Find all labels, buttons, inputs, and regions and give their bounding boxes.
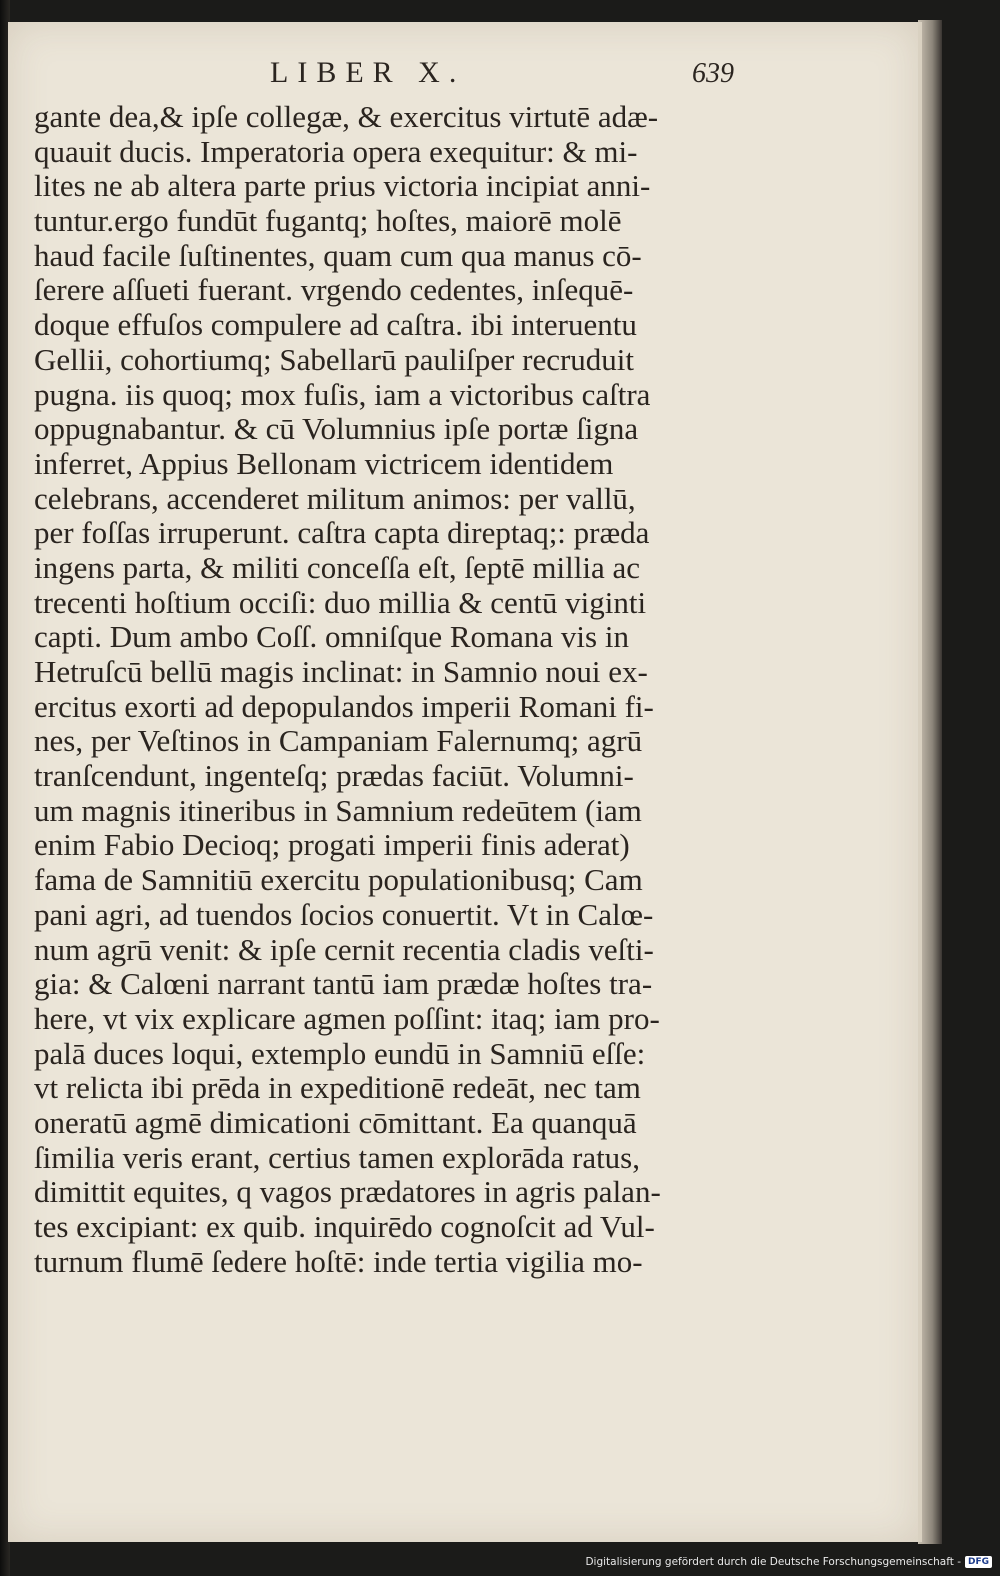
text-line: pani agri, ad tuendos ſocios conuertit. Vt in Calœ- <box>34 896 654 932</box>
dfg-logo: DFG <box>965 1556 992 1568</box>
book-page <box>8 22 922 1542</box>
text-line: um magnis itineribus in Samnium redeūtem (iam <box>34 792 642 828</box>
text-line: trecenti hoſtium occiſi: duo millia & centū viginti <box>34 584 647 620</box>
text-line: gia: & Calœni narrant tantū iam prædæ hoſtes tra- <box>34 966 653 1002</box>
text-line: ercitus exorti ad depopulandos imperii Romani fi- <box>34 688 654 724</box>
text-line: tes excipiant: ex quib. inquirēdo cognoſcit ad Vul- <box>34 1209 655 1244</box>
text-line: pugna. iis quoq; mox fuſis, iam a victoribus caſtra <box>34 376 651 412</box>
text-line: tuntur.ergo fundūt fugantq; hoſtes, maiorē molē <box>34 203 622 239</box>
text-line: dimittit equites, q vagos prædatores in agris palan- <box>34 1174 661 1210</box>
running-head: LIBER X. <box>270 56 466 89</box>
text-line: haud facile ſuſtinentes, quam cum qua manus cō- <box>34 237 642 273</box>
text-line: num agrū venit: & ipſe cernit recentia cladis veſti- <box>34 931 654 967</box>
text-line: nes, per Veſtinos in Campaniam Falernumq; agrū <box>34 723 643 759</box>
text-line: Gellii, cohortiumq; Sabellarū pauliſper recruduit <box>34 341 635 377</box>
text-line: vt relicta ibi prēda in expeditionē redeāt, nec tam <box>34 1070 641 1106</box>
credit-text: Digitalisierung gefördert durch die Deutsche Forschungsgemeinschaft - <box>585 1556 961 1568</box>
page-number: 639 <box>692 58 734 89</box>
text-line: oneratū agmē dimicationi cōmittant. Ea quanquā <box>34 1104 637 1140</box>
text-line: enim Fabio Decioq; progati imperii finis aderat) <box>34 827 630 863</box>
text-line: here, vt vix explicare agmen poſſint: itaq; iam pro- <box>34 1000 660 1036</box>
text-line: fama de Samnitiū exercitu populationibusq; Cam <box>34 862 643 898</box>
text-line: ingens parta, & militi conceſſa eſt, ſeptē millia ac <box>34 549 641 585</box>
text-line: turnum flumē ſedere hoſtē: inde tertia vigilia mo- <box>34 1243 643 1279</box>
text-line: ſerere aſſueti fuerant. vrgendo cedentes, inſequē- <box>34 272 634 308</box>
text-line: Hetruſcū bellū magis inclinat: in Samnio noui ex- <box>34 654 648 689</box>
text-line: doque effuſos compulere ad caſtra. ibi interuentu <box>34 307 637 343</box>
text-line: celebrans, accenderet militum animos: per vallū, <box>34 480 636 516</box>
body-text <box>34 100 754 1279</box>
digitization-credit <box>585 1552 992 1572</box>
text-line: capti. Dum ambo Coſſ. omniſque Romana vis in <box>34 619 629 655</box>
text-line: ſimilia veris erant, certius tamen explorāda ratus, <box>34 1139 640 1175</box>
text-line: gante dea,& ipſe collegæ, & exercitus virtutē adæ- <box>34 99 659 134</box>
text-line: per foſſas irruperunt. caſtra capta direptaq;: præda <box>34 515 650 551</box>
text-line: lites ne ab altera parte prius victoria incipiat anni- <box>34 168 651 204</box>
text-line: inferret, Appius Bellonam victricem identidem <box>34 445 614 481</box>
text-line: oppugnabantur. & cū Volumnius ipſe portæ ſigna <box>34 411 639 447</box>
text-line: palā duces loqui, extemplo eundū in Samniū eſſe: <box>34 1035 646 1071</box>
text-line: tranſcendunt, ingenteſq; prædas faciūt. Volumni- <box>34 758 634 794</box>
text-line: quauit ducis. Imperatoria opera exequitur: & mi- <box>34 133 638 169</box>
